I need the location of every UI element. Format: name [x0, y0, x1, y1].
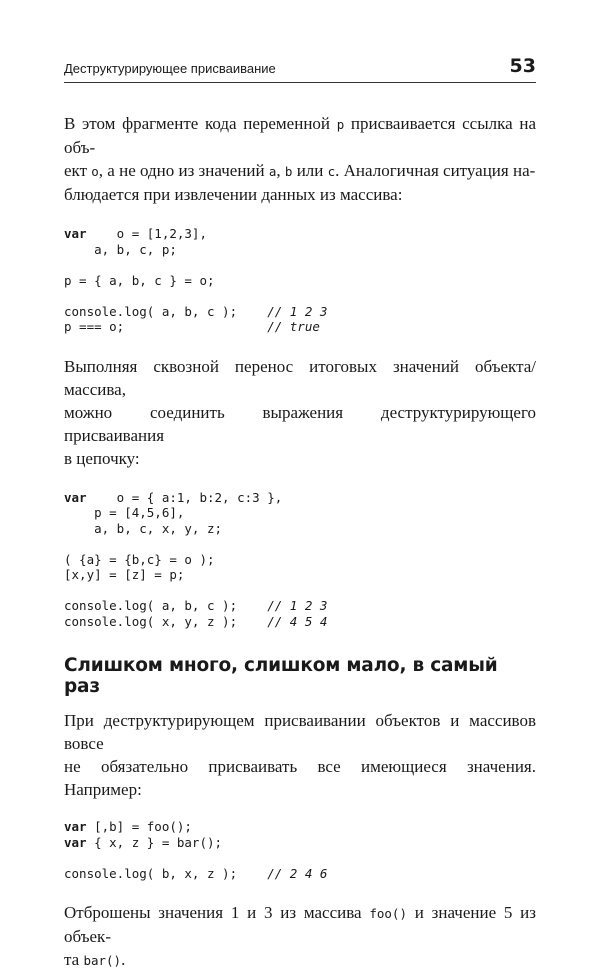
paragraph-partial-assignment: [64, 709, 536, 801]
inline-code: c: [327, 164, 336, 179]
text: присваивается ссылка на объ-: [64, 114, 536, 157]
code-comment: // 1 2 3: [267, 598, 328, 613]
section-heading: Слишком много, слишком мало, в самый раз: [64, 655, 498, 697]
page-header: [64, 54, 536, 83]
text: и значение 5 из объек-: [64, 903, 536, 946]
code-line: [,b] = foo();: [86, 819, 192, 834]
code-keyword: var: [64, 226, 87, 241]
code-comment: // true: [267, 319, 320, 334]
code-block-array-assignment: [64, 226, 536, 335]
code-line: console.log( b, x, z );: [64, 865, 268, 881]
page-number: 53: [509, 55, 536, 77]
code-line: ( {a} = {b,c} = o );: [64, 551, 215, 567]
text: блюдается при извлечении данных из массива:: [64, 185, 403, 204]
code-keyword: var: [64, 834, 87, 850]
code-line: console.log( a, b, c );: [64, 598, 268, 613]
code-line: a, b, c, x, y, z;: [64, 520, 223, 536]
code-line: console.log( x, y, z );: [64, 613, 268, 629]
code-line: console.log( a, b, c );: [64, 303, 268, 319]
inline-code: p: [336, 117, 345, 132]
text: В этом фрагменте кода переменной: [64, 114, 337, 133]
code-comment: // 4 5 4: [267, 613, 328, 629]
text: не обязательно присваивать все имеющиеся значения. Например:: [64, 757, 536, 799]
text: .: [121, 950, 126, 969]
paragraph-discarded-values: [64, 901, 536, 972]
text: Отброшены значения 1 и 3 из массива: [64, 903, 370, 922]
code-line: p = [4,5,6],: [64, 505, 185, 520]
code-keyword: var: [64, 489, 87, 505]
inline-code: a: [268, 164, 277, 179]
paragraph-object-reference: [64, 112, 536, 206]
code-line: o = { a:1, b:2, c:3 },: [86, 489, 283, 505]
text: Выполняя сквозной перенос итоговых значений объекта/массива,: [64, 356, 536, 399]
text: ект: [64, 161, 92, 180]
text: или: [292, 161, 328, 180]
text: можно соединить выражения деструктурирующего присваивания: [64, 402, 536, 445]
code-block-partial-assignment: [64, 819, 536, 881]
text: . Аналогичная ситуация на-: [335, 161, 536, 180]
code-line: p === o;: [64, 319, 268, 334]
text: При деструктурирующем присваивании объектов и массивов вовсе: [64, 711, 536, 753]
code-comment: // 2 4 6: [267, 865, 328, 881]
code-line: { x, z } = bar();: [86, 834, 223, 850]
page-content: [64, 112, 536, 972]
text: в цепочку:: [64, 448, 140, 468]
code-keyword: var: [64, 819, 87, 834]
text: та: [64, 950, 84, 969]
code-comment: // 1 2 3: [267, 303, 328, 319]
paragraph-chaining: [64, 355, 536, 470]
text: , а не одно из значений: [98, 161, 269, 180]
code-line: a, b, c, p;: [64, 241, 177, 257]
running-title: Деструктурирующее присваивание: [64, 61, 276, 76]
code-block-chained-assignment: [64, 490, 536, 630]
inline-code: o: [91, 164, 99, 179]
text: ,: [276, 161, 285, 180]
code-line: o = [1,2,3],: [86, 226, 207, 241]
inline-code: bar(): [83, 953, 122, 968]
code-line: p = { a, b, c } = o;: [64, 272, 215, 288]
code-line: [x,y] = [z] = p;: [64, 567, 185, 582]
inline-code: b: [284, 164, 293, 179]
inline-code: foo(): [369, 906, 407, 921]
